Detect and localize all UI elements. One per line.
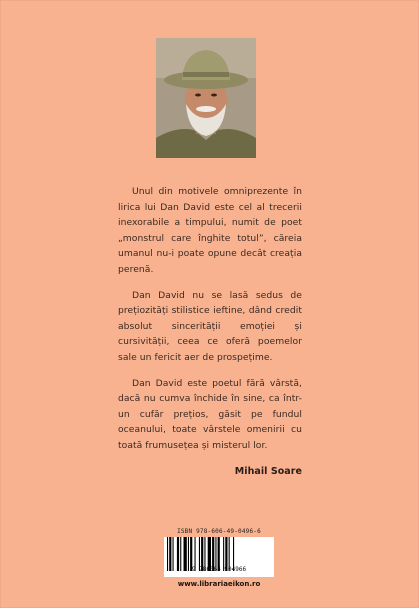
- author-photo: [156, 38, 256, 158]
- blurb-paragraph: Dan David nu se lasă sedus de prețiozități stilistice ieftine, dând credit absolut sincerității emoției și cursivității, ceea ce oferă poemelor sale un fericit aer de prospețime.: [118, 289, 302, 363]
- website-link[interactable]: www.librariaeikon.ro: [177, 580, 261, 588]
- ean-digits: 9 786064 904966: [191, 566, 247, 573]
- author-signature: Mihail Soare: [234, 465, 302, 477]
- isbn-label: ISBN 978-606-49-0496-6: [177, 528, 261, 535]
- barcode-block: [160, 527, 278, 588]
- blurb-paragraph: Dan David este poetul fără vârstă, dacă nu cumva închide în sine, ca într-un cufăr prețios, găsit pe fundul oceanului, toate vârstele omenirii cu toată frumusețea și misterul lor.: [118, 377, 302, 451]
- blurb-paragraph: Unul din motivele omniprezente în lirica lui Dan David este cel al trecerii inexorabile a timpului, numit de poet „monstrul care înghite totul”, căreia umanul nu-i poate opune decât creația perenă.: [118, 186, 302, 275]
- blurb-text: [118, 184, 302, 479]
